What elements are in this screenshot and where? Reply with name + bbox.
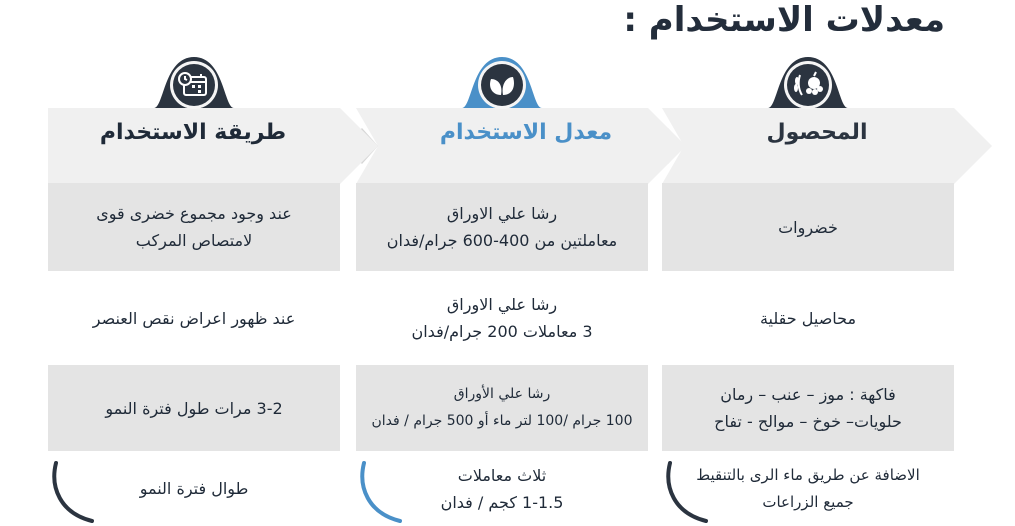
table-cell: عند ظهور اعراض نقص العنصر [48,271,340,365]
decorative-arc [356,457,416,526]
table-cell: طوال فترة النمو [48,451,340,526]
decorative-arc [48,457,108,526]
table-cell: ثلاث معاملات 1-1.5 كجم / فدان [356,451,648,526]
header-tab [154,55,234,125]
header-tab [768,55,848,125]
table-cell: خضروات [662,183,954,271]
decorative-arc [662,457,722,526]
column-method [48,55,340,526]
table-cell: رشا علي الاوراق 3 معاملات 200 جرام/فدان [356,271,648,365]
table-cell: رشا علي الأوراق 100 جرام /100 لتر ماء أو 500 جرام / فدان [356,365,648,451]
column-crop [662,55,954,526]
header-tab [462,55,542,125]
table-cell: 3-2 مرات طول فترة النمو [48,365,340,451]
column-header-label: المحصول [766,120,868,145]
table-cell: محاصيل حقلية [662,271,954,365]
column-header-label: طريقة الاستخدام [99,120,287,145]
table-cell: رشا علي الاوراق معاملتين من 400-600 جرام/فدان [356,183,648,271]
page-title: معدلات الاستخدام : [623,0,945,40]
table-cell: عند وجود مجموع خضرى قوى لامتصاص المركب [48,183,340,271]
column-rate [356,55,648,526]
table-cell: الاضافة عن طريق ماء الرى بالتنقيط جميع الزراعات [662,451,954,526]
table-cell: فاكهة : موز – عنب – رمان حلويات– خوخ – موالح - تفاح [662,365,954,451]
column-header-label: معدل الاستخدام [439,120,613,145]
